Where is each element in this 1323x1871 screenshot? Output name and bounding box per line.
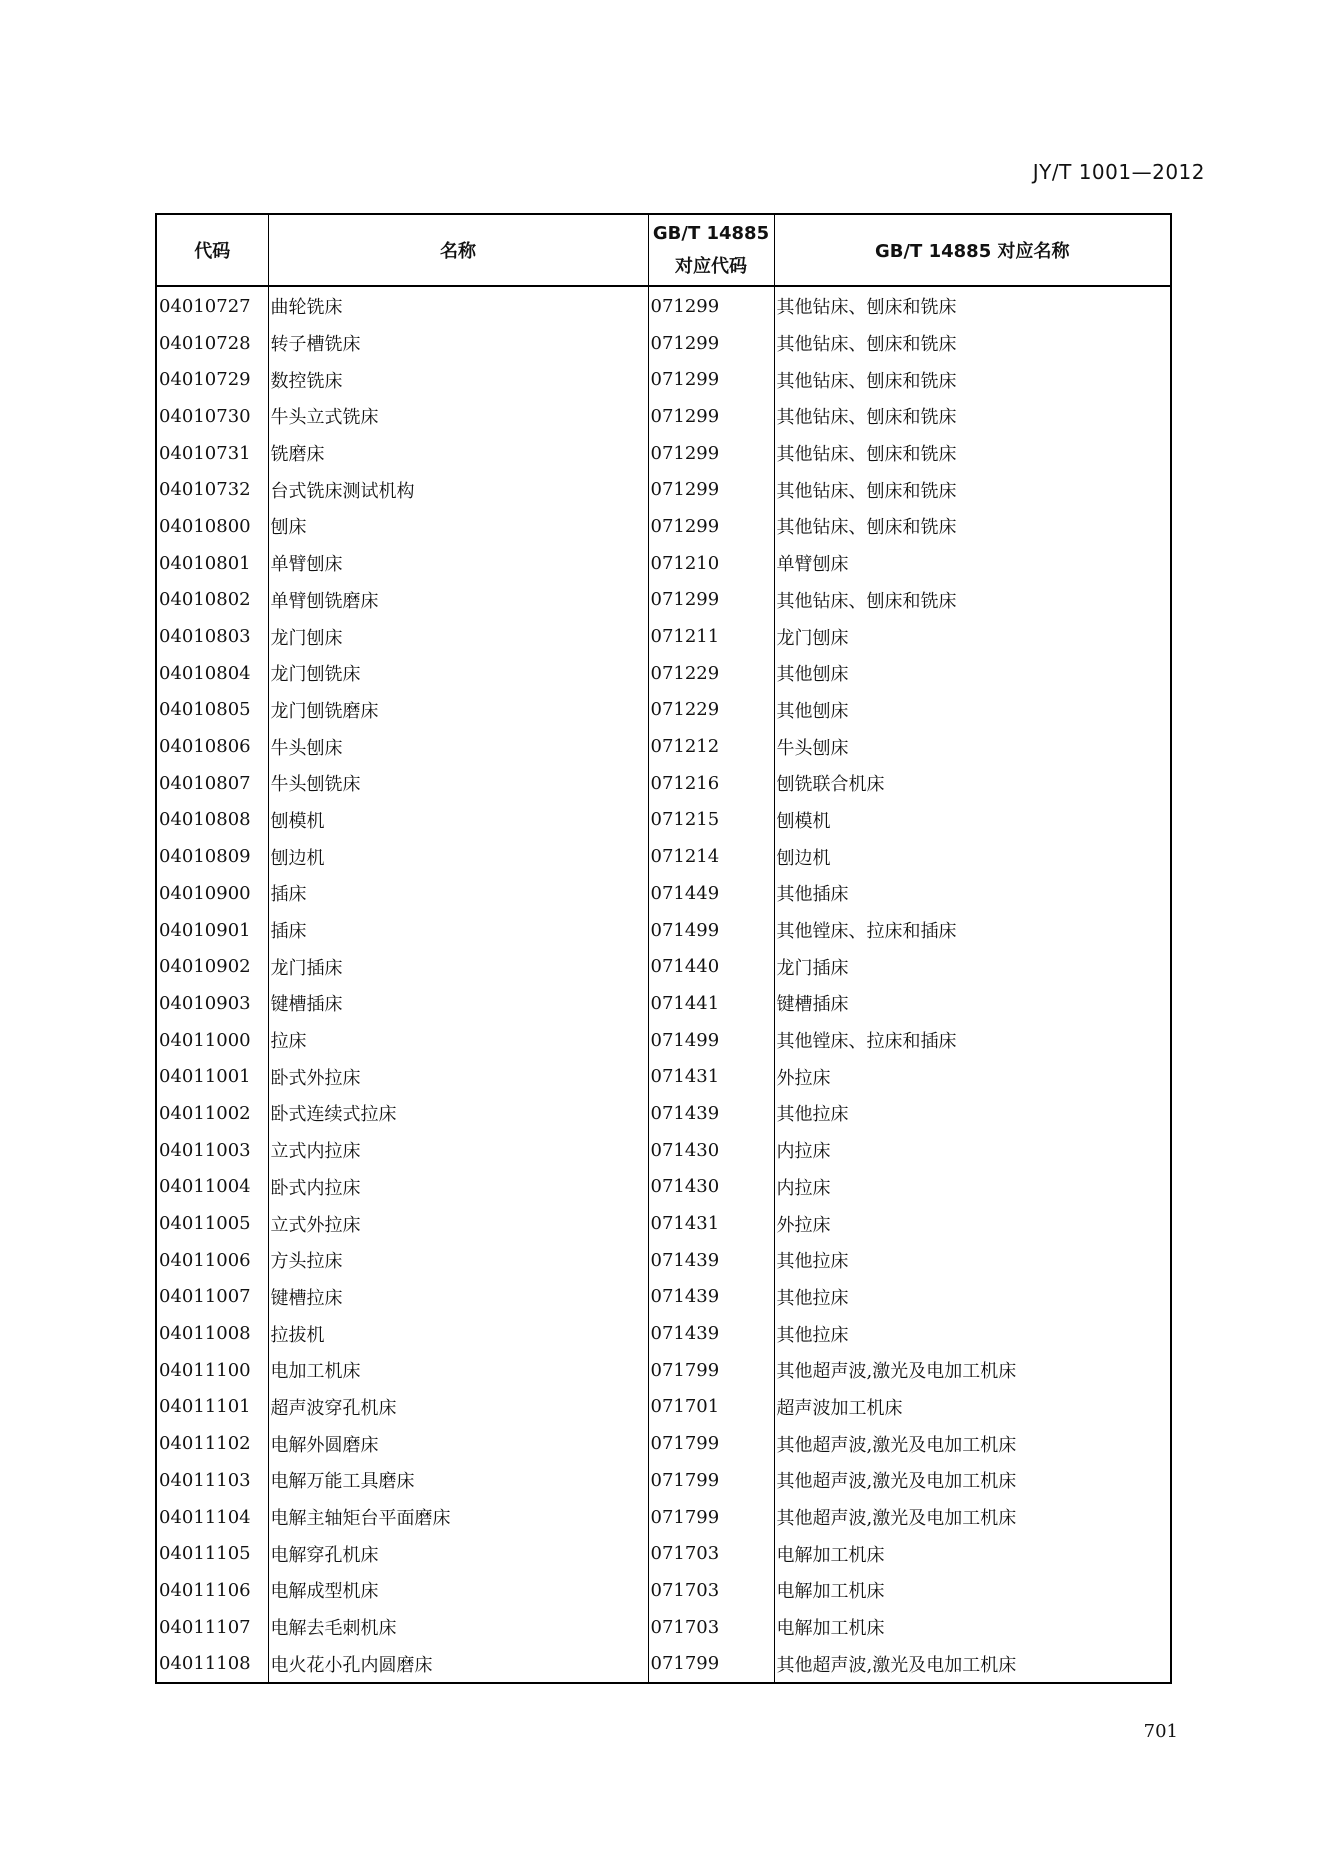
code-cell: 04011008 — [156, 1315, 268, 1352]
name-cell: 刨边机 — [268, 838, 648, 875]
gb-name-cell: 其他超声波,激光及电加工机床 — [774, 1462, 1171, 1499]
name-cell: 刨模机 — [268, 802, 648, 839]
gb-code-cell: 071799 — [648, 1499, 774, 1536]
gb-name-cell: 键槽插床 — [774, 985, 1171, 1022]
table-row — [156, 325, 1171, 362]
gb-name-cell: 其他钻床、刨床和铣床 — [774, 325, 1171, 362]
name-cell: 牛头刨床 — [268, 728, 648, 765]
gb-name-cell: 牛头刨床 — [774, 728, 1171, 765]
code-cell: 04011004 — [156, 1169, 268, 1206]
code-cell: 04010727 — [156, 286, 268, 325]
code-cell: 04010902 — [156, 948, 268, 985]
code-cell: 04010803 — [156, 618, 268, 655]
header-gb-name: GB/T 14885 对应名称 — [774, 214, 1171, 286]
name-cell: 电解万能工具磨床 — [268, 1462, 648, 1499]
gb-code-cell: 071215 — [648, 802, 774, 839]
table-row — [156, 398, 1171, 435]
name-cell: 曲轮铣床 — [268, 286, 648, 325]
gb-name-cell: 超声波加工机床 — [774, 1389, 1171, 1426]
name-cell: 电火花小孔内圆磨床 — [268, 1645, 648, 1683]
gb-code-cell: 071299 — [648, 398, 774, 435]
name-cell: 电解外圆磨床 — [268, 1425, 648, 1462]
code-cell: 04010809 — [156, 838, 268, 875]
code-cell: 04011000 — [156, 1022, 268, 1059]
header-gb-code-line1: GB/T 14885 — [652, 223, 770, 244]
table-row — [156, 985, 1171, 1022]
table-row — [156, 1389, 1171, 1426]
gb-name-cell: 其他刨床 — [774, 655, 1171, 692]
gb-name-cell: 外拉床 — [774, 1205, 1171, 1242]
name-cell: 电解穿孔机床 — [268, 1535, 648, 1572]
code-cell: 04011108 — [156, 1645, 268, 1683]
table-row — [156, 1022, 1171, 1059]
table-row — [156, 545, 1171, 582]
gb-code-cell: 071216 — [648, 765, 774, 802]
code-cell: 04011106 — [156, 1572, 268, 1609]
name-cell: 牛头立式铣床 — [268, 398, 648, 435]
table-row — [156, 1352, 1171, 1389]
page-number: 701 — [1143, 1721, 1178, 1742]
name-cell: 电加工机床 — [268, 1352, 648, 1389]
gb-name-cell: 其他超声波,激光及电加工机床 — [774, 1499, 1171, 1536]
code-cell: 04010808 — [156, 802, 268, 839]
gb-code-cell: 071214 — [648, 838, 774, 875]
name-cell: 铣磨床 — [268, 435, 648, 472]
code-cell: 04010903 — [156, 985, 268, 1022]
name-cell: 键槽插床 — [268, 985, 648, 1022]
table-row — [156, 286, 1171, 325]
name-cell: 卧式连续式拉床 — [268, 1095, 648, 1132]
gb-name-cell: 电解加工机床 — [774, 1535, 1171, 1572]
gb-name-cell: 龙门插床 — [774, 948, 1171, 985]
gb-code-cell: 071799 — [648, 1352, 774, 1389]
table-row — [156, 1645, 1171, 1683]
gb-code-cell: 071431 — [648, 1205, 774, 1242]
table-row — [156, 1535, 1171, 1572]
name-cell: 数控铣床 — [268, 361, 648, 398]
gb-name-cell: 其他钻床、刨床和铣床 — [774, 508, 1171, 545]
gb-name-cell: 其他超声波,激光及电加工机床 — [774, 1425, 1171, 1462]
name-cell: 方头拉床 — [268, 1242, 648, 1279]
table-row — [156, 875, 1171, 912]
gb-code-cell: 071499 — [648, 1022, 774, 1059]
name-cell: 键槽拉床 — [268, 1279, 648, 1316]
gb-name-cell: 其他钻床、刨床和铣床 — [774, 582, 1171, 619]
code-cell: 04010729 — [156, 361, 268, 398]
name-cell: 单臂刨铣磨床 — [268, 582, 648, 619]
header-gb-code-line2: 对应代码 — [675, 256, 747, 277]
gb-name-cell: 内拉床 — [774, 1132, 1171, 1169]
gb-code-cell: 071299 — [648, 471, 774, 508]
code-cell: 04011105 — [156, 1535, 268, 1572]
gb-code-cell: 071229 — [648, 692, 774, 729]
table-row — [156, 435, 1171, 472]
table-row — [156, 361, 1171, 398]
gb-code-cell: 071499 — [648, 912, 774, 949]
gb-code-cell: 071439 — [648, 1315, 774, 1352]
table-row — [156, 1205, 1171, 1242]
table-row — [156, 1462, 1171, 1499]
gb-name-cell: 其他钻床、刨床和铣床 — [774, 398, 1171, 435]
gb-code-cell: 071439 — [648, 1242, 774, 1279]
gb-name-cell: 其他拉床 — [774, 1279, 1171, 1316]
code-cell: 04011003 — [156, 1132, 268, 1169]
name-cell: 插床 — [268, 875, 648, 912]
table-row — [156, 655, 1171, 692]
name-cell: 刨床 — [268, 508, 648, 545]
name-cell: 卧式外拉床 — [268, 1058, 648, 1095]
gb-name-cell: 电解加工机床 — [774, 1609, 1171, 1646]
gb-name-cell: 单臂刨床 — [774, 545, 1171, 582]
gb-code-cell: 071703 — [648, 1535, 774, 1572]
gb-code-cell: 071703 — [648, 1572, 774, 1609]
table-row — [156, 948, 1171, 985]
gb-name-cell: 龙门刨床 — [774, 618, 1171, 655]
code-cell: 04011104 — [156, 1499, 268, 1536]
gb-name-cell: 其他超声波,激光及电加工机床 — [774, 1352, 1171, 1389]
name-cell: 电解成型机床 — [268, 1572, 648, 1609]
table-row — [156, 1609, 1171, 1646]
name-cell: 电解主轴矩台平面磨床 — [268, 1499, 648, 1536]
gb-name-cell: 其他钻床、刨床和铣床 — [774, 435, 1171, 472]
gb-code-cell: 071431 — [648, 1058, 774, 1095]
table-row — [156, 618, 1171, 655]
gb-code-cell: 071799 — [648, 1462, 774, 1499]
name-cell: 立式内拉床 — [268, 1132, 648, 1169]
table-row — [156, 912, 1171, 949]
code-cell: 04010806 — [156, 728, 268, 765]
name-cell: 超声波穿孔机床 — [268, 1389, 648, 1426]
name-cell: 龙门刨铣床 — [268, 655, 648, 692]
code-cell: 04011103 — [156, 1462, 268, 1499]
gb-code-cell: 071229 — [648, 655, 774, 692]
gb-name-cell: 刨边机 — [774, 838, 1171, 875]
standard-number: JY/T 1001—2012 — [1032, 160, 1205, 184]
gb-code-cell: 071210 — [648, 545, 774, 582]
code-cell: 04011007 — [156, 1279, 268, 1316]
code-cell: 04010901 — [156, 912, 268, 949]
gb-code-cell: 071439 — [648, 1279, 774, 1316]
header-name: 名称 — [268, 214, 648, 286]
table-row — [156, 1315, 1171, 1352]
name-cell: 台式铣床测试机构 — [268, 471, 648, 508]
table-row — [156, 692, 1171, 729]
gb-code-cell: 071701 — [648, 1389, 774, 1426]
gb-name-cell: 其他拉床 — [774, 1095, 1171, 1132]
gb-name-cell: 其他拉床 — [774, 1242, 1171, 1279]
gb-name-cell: 外拉床 — [774, 1058, 1171, 1095]
gb-name-cell: 其他钻床、刨床和铣床 — [774, 286, 1171, 325]
code-cell: 04011102 — [156, 1425, 268, 1462]
gb-name-cell: 其他钻床、刨床和铣床 — [774, 361, 1171, 398]
table-row — [156, 1499, 1171, 1536]
gb-code-cell: 071430 — [648, 1169, 774, 1206]
table-row — [156, 838, 1171, 875]
gb-code-cell: 071439 — [648, 1095, 774, 1132]
table-body — [156, 286, 1171, 1683]
gb-name-cell: 其他刨床 — [774, 692, 1171, 729]
gb-code-cell: 071703 — [648, 1609, 774, 1646]
table-row — [156, 802, 1171, 839]
gb-code-cell: 071299 — [648, 582, 774, 619]
code-cell: 04010728 — [156, 325, 268, 362]
table-row — [156, 1279, 1171, 1316]
gb-name-cell: 刨铣联合机床 — [774, 765, 1171, 802]
gb-name-cell: 其他插床 — [774, 875, 1171, 912]
name-cell: 卧式内拉床 — [268, 1169, 648, 1206]
gb-code-cell: 071211 — [648, 618, 774, 655]
table-row — [156, 1132, 1171, 1169]
gb-code-cell: 071430 — [648, 1132, 774, 1169]
code-cell: 04010800 — [156, 508, 268, 545]
code-cell: 04010801 — [156, 545, 268, 582]
name-cell: 电解去毛刺机床 — [268, 1609, 648, 1646]
gb-code-cell: 071299 — [648, 325, 774, 362]
code-cell: 04010804 — [156, 655, 268, 692]
gb-code-cell: 071449 — [648, 875, 774, 912]
table-row — [156, 1169, 1171, 1206]
gb-name-cell: 电解加工机床 — [774, 1572, 1171, 1609]
code-cell: 04010805 — [156, 692, 268, 729]
name-cell: 拉床 — [268, 1022, 648, 1059]
table-row — [156, 508, 1171, 545]
table-row — [156, 1572, 1171, 1609]
code-cell: 04010730 — [156, 398, 268, 435]
name-cell: 龙门刨铣磨床 — [268, 692, 648, 729]
gb-code-cell: 071299 — [648, 508, 774, 545]
table-row — [156, 582, 1171, 619]
gb-code-cell: 071441 — [648, 985, 774, 1022]
table-row — [156, 728, 1171, 765]
name-cell: 立式外拉床 — [268, 1205, 648, 1242]
gb-name-cell: 刨模机 — [774, 802, 1171, 839]
gb-name-cell: 其他钻床、刨床和铣床 — [774, 471, 1171, 508]
gb-name-cell: 其他镗床、拉床和插床 — [774, 1022, 1171, 1059]
code-cell: 04010802 — [156, 582, 268, 619]
table-row — [156, 1425, 1171, 1462]
table-row — [156, 1095, 1171, 1132]
gb-code-cell: 071440 — [648, 948, 774, 985]
code-cell: 04011006 — [156, 1242, 268, 1279]
name-cell: 单臂刨床 — [268, 545, 648, 582]
code-cell: 04011002 — [156, 1095, 268, 1132]
name-cell: 龙门插床 — [268, 948, 648, 985]
name-cell: 转子槽铣床 — [268, 325, 648, 362]
name-cell: 插床 — [268, 912, 648, 949]
name-cell: 龙门刨床 — [268, 618, 648, 655]
code-cell: 04010807 — [156, 765, 268, 802]
gb-code-cell: 071799 — [648, 1645, 774, 1683]
gb-code-cell: 071212 — [648, 728, 774, 765]
table-row — [156, 471, 1171, 508]
gb-name-cell: 其他超声波,激光及电加工机床 — [774, 1645, 1171, 1683]
name-cell: 牛头刨铣床 — [268, 765, 648, 802]
gb-code-cell: 071299 — [648, 435, 774, 472]
code-cell: 04011001 — [156, 1058, 268, 1095]
table-header-row — [156, 214, 1171, 286]
code-cell: 04010731 — [156, 435, 268, 472]
code-cell: 04010732 — [156, 471, 268, 508]
gb-name-cell: 其他镗床、拉床和插床 — [774, 912, 1171, 949]
code-mapping-table — [155, 213, 1172, 1684]
gb-code-cell: 071299 — [648, 286, 774, 325]
table-row — [156, 1242, 1171, 1279]
gb-name-cell: 其他拉床 — [774, 1315, 1171, 1352]
header-code: 代码 — [156, 214, 268, 286]
table-row — [156, 765, 1171, 802]
gb-name-cell: 内拉床 — [774, 1169, 1171, 1206]
code-cell: 04011005 — [156, 1205, 268, 1242]
code-cell: 04010900 — [156, 875, 268, 912]
header-gb-code — [648, 214, 774, 286]
gb-code-cell: 071299 — [648, 361, 774, 398]
code-cell: 04011100 — [156, 1352, 268, 1389]
gb-code-cell: 071799 — [648, 1425, 774, 1462]
name-cell: 拉拔机 — [268, 1315, 648, 1352]
table-row — [156, 1058, 1171, 1095]
code-cell: 04011107 — [156, 1609, 268, 1646]
code-cell: 04011101 — [156, 1389, 268, 1426]
